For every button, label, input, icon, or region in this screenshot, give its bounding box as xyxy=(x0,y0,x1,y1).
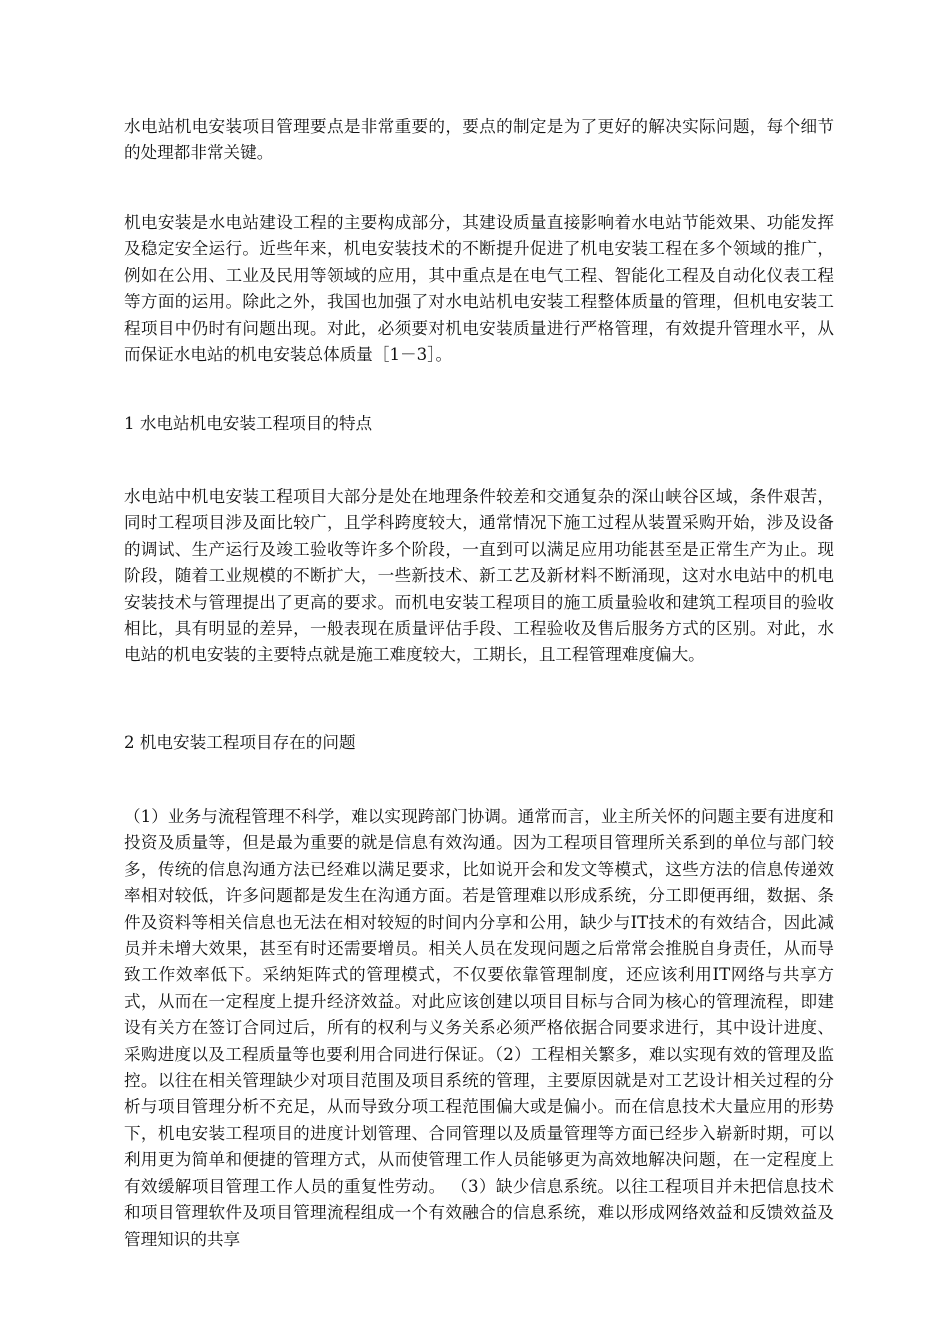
characteristics-paragraph: 水电站中机电安装工程项目大部分是处在地理条件较差和交通复杂的深山峡谷区域，条件艰苦，同时工程项目涉及面比较广，且学科跨度较大，通常情况下施工过程从装置采购开始，涉及设备的调试、生产运行及竣工验收等许多个阶段，一直到可以满足应用功能甚至是正常生产为止。现阶段，随着工业规模的不断扩大，一些新技术、新工艺及新材料不断涌现，这对水电站中的机电安装技术与管理提出了更高的要求。而机电安装工程项目的施工质量验收和建筑工程项目的验收相比，具有明显的差异，一般表现在质量评估手段、工程验收及售后服务方式的区别。对此，水电站的机电安装的主要特点就是施工难度较大，工期长，且工程管理难度偏大。 xyxy=(124,487,834,665)
background-paragraph: 机电安装是水电站建设工程的主要构成部分，其建设质量直接影响着水电站节能效果、功能发挥及稳定安全运行。近些年来，机电安装技术的不断提升促进了机电安装工程在多个领域的推广，例如在公用、工业及民用等领域的应用，其中重点是在电气工程、智能化工程及自动化仪表工程等方面的运用。除此之外，我国也加强了对水电站机电安装工程整体质量的管理，但机电安装工程项目中仍时有问题出现。对此，必须要对机电安装质量进行严格管理，有效提升管理水平，从而保证水电站的机电安装总体质量［1－3］。 xyxy=(124,213,834,365)
section-heading-1: 1 水电站机电安装工程项目的特点 xyxy=(124,414,373,433)
problems-paragraph: （1）业务与流程管理不科学，难以实现跨部门协调。通常而言，业主所关怀的问题主要有进度和投资及质量等，但是最为重要的就是信息有效沟通。因为工程项目管理所关系到的单位与部门较多，传统的信息沟通方法已经难以满足要求，比如说开会和发文等模式，这些方法的信息传递效率相对较低，许多问题都是发生在沟通方面。若是管理难以形成系统，分工即便再细，数据、条件及资料等相关信息也无法在相对较短的时间内分享和公用，缺少与IT技术的有效结合，因此减员并未增大效果，甚至有时还需要增员。相关人员在发现问题之后常常会推脱自身责任，从而导致工作效率低下。采纳矩阵式的管理模式，不仅要依靠管理制度，还应该利用IT网络与共享方式，从而在一定程度上提升经济效益。对此应该创建以项目目标与合同为核心的管理流程，即建设有关方在签订合同过后，所有的权利与义务关系必须严格依据合同要求进行，其中设计进度、采购进度以及工程质量等也要利用合同进行保证。（2）工程相关繁多，难以实现有效的管理及监控。以往在相关管理缺少对项目范围及项目系统的管理，主要原因就是对工艺设计相关过程的分析与项目管理分析不充足，从而导致分项工程范围偏大或是偏小。而在信息技术大量应用的形势下，机电安装工程项目的进度计划管理、合同管理以及质量管理等方面已经步入崭新时期，可以利用更为简单和便捷的管理方式，从而使管理工作人员能够更为高效地解决问题，在一定程度上有效缓解项目管理工作人员的重复性劳动。 （3）缺少信息系统。以往工程项目并未把信息技术和项目管理软件及项目管理流程组成一个有效融合的信息系统，难以形成网络效益和反馈效益及管理知识的共享 xyxy=(124,807,834,1249)
section-heading-2: 2 机电安装工程项目存在的问题 xyxy=(124,733,356,752)
intro-paragraph: 水电站机电安装项目管理要点是非常重要的，要点的制定是为了更好的解决实际问题，每个细节的处理都非常关键。 xyxy=(124,117,834,163)
